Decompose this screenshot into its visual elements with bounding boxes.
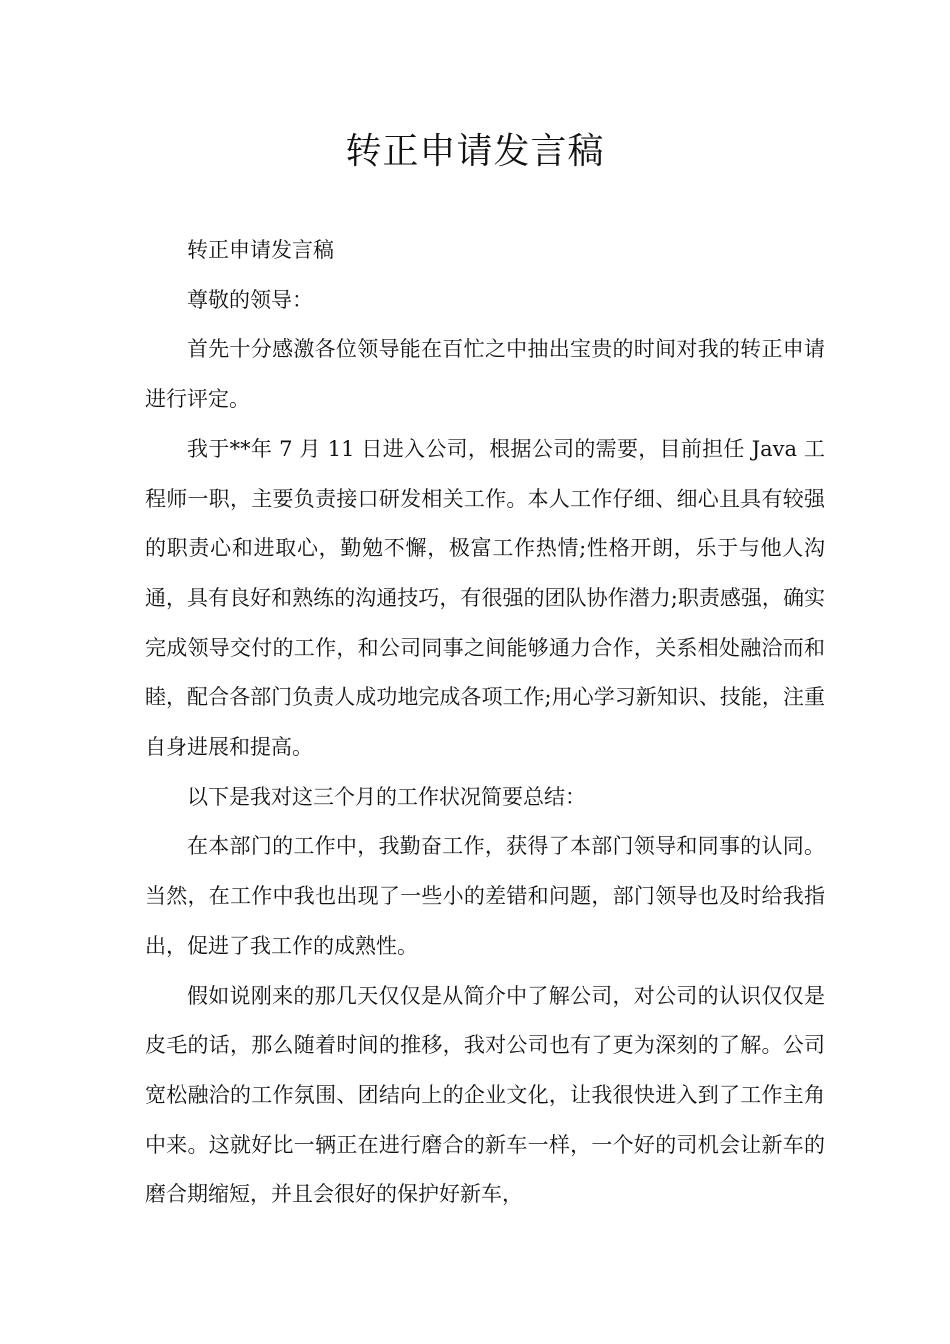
paragraph-heading: 转正申请发言稿 xyxy=(187,238,334,262)
paragraph-self-introduction: 我于**年 7 月 11 日进入公司，根据公司的需要，目前担任 Java 工程师一职，主要负责接口研发相关工作。本人工作仔细、细心且具有较强的职责心和进取心，勤勉不懈，极富工作热情;性格开朗，乐于与他人沟通，具有良好和熟练的沟通技巧，有很强的团队协作潜力;职责感强，确实完成领导交付的工作，和公司同事之间能够通力合作，关系相处融洽而和睦，配合各部门负责人成功地完成各项工作;用心学习新知识、技能，注重自身进展和提高。 xyxy=(145,436,825,760)
document-body xyxy=(145,226,825,1220)
paragraph-salutation: 尊敬的领导： xyxy=(187,287,313,312)
paragraph-department-work: 在本部门的工作中，我勤奋工作，获得了本部门领导和同事的认同。当然，在工作中我也出现了一些小的差错和问题，部门领导也及时给我指出，促进了我工作的成熟性。 xyxy=(145,834,825,958)
document-title: 转正申请发言稿 xyxy=(345,131,605,172)
paragraph-summary-intro: 以下是我对这三个月的工作状况简要总结： xyxy=(187,784,586,809)
paragraph-company-understanding: 假如说刚来的那几天仅仅是从简介中了解公司，对公司的认识仅仅是皮毛的话，那么随着时间的推移，我对公司也有了更为深刻的了解。公司宽松融洽的工作氛围、团结向上的企业文化，让我很快进入到了工作主角中来。这就好比一辆正在进行磨合的新车一样，一个好的司机会让新车的磨合期缩短，并且会很好的保护好新车， xyxy=(145,983,825,1207)
paragraph-thanks: 首先十分感激各位领导能在百忙之中抽出宝贵的时间对我的转正申请进行评定。 xyxy=(145,337,825,412)
